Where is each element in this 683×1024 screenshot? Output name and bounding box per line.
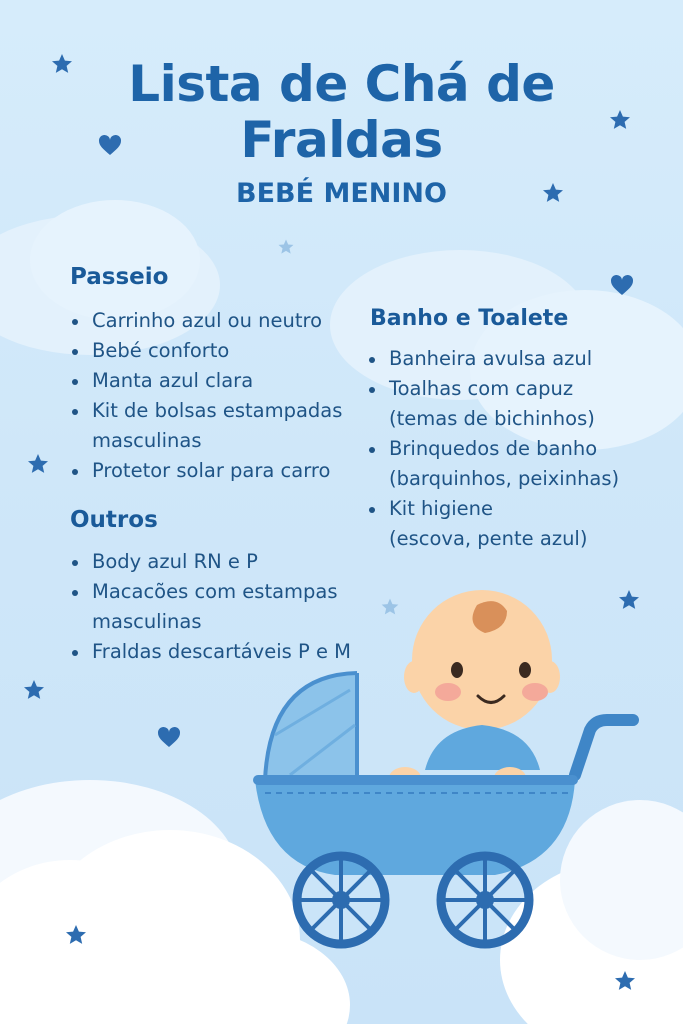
list-item: Fraldas descartáveis P e M [70,637,351,667]
page-subtitle: BEBÉ MENINO [236,178,447,209]
section-title-passeio: Passeio [70,264,169,290]
list-item-text: Macacões com estampas [92,580,338,603]
stroller-wheel [297,856,385,944]
list-passeio [70,306,342,486]
list-item [367,374,619,434]
section-title-outros: Outros [70,507,158,533]
list-item-text: Brinquedos de banho [389,437,598,460]
heart-icon [610,274,634,296]
page-title [0,56,683,168]
title-line-1: Lista de Chá de [128,55,555,113]
list-item-continuation: masculinas [92,610,202,633]
list-item: Banheira avulsa azul [367,344,619,374]
list-item: Protetor solar para carro [70,456,342,486]
baby-stroller-illustration [245,585,645,955]
list-item [367,494,619,554]
stroller-wheel [441,856,529,944]
list-item-continuation: (escova, pente azul) [389,527,588,550]
star-icon [277,238,295,256]
list-item: Bebé conforto [70,336,342,366]
heart-icon [157,726,181,748]
list-item [70,396,342,456]
section-title-banho: Banho e Toalete [370,306,569,331]
list-item-continuation: (temas de bichinhos) [389,407,595,430]
list-item-continuation: masculinas [92,429,202,452]
list-item: Manta azul clara [70,366,342,396]
star-icon [22,678,46,702]
list-item [367,434,619,494]
list-banho [367,344,619,554]
list-item-text: Toalhas com capuz [389,377,574,400]
title-line-2: Fraldas [240,111,443,169]
list-item: Carrinho azul ou neutro [70,306,342,336]
list-item: Body azul RN e P [70,547,351,577]
cloud [30,200,200,320]
list-item-text: Kit de bolsas estampadas [92,399,343,422]
list-item-text: Kit higiene [389,497,493,520]
list-item-continuation: (barquinhos, peixinhas) [389,467,620,490]
star-icon [64,923,88,947]
star-icon [613,969,637,993]
star-icon [26,452,50,476]
